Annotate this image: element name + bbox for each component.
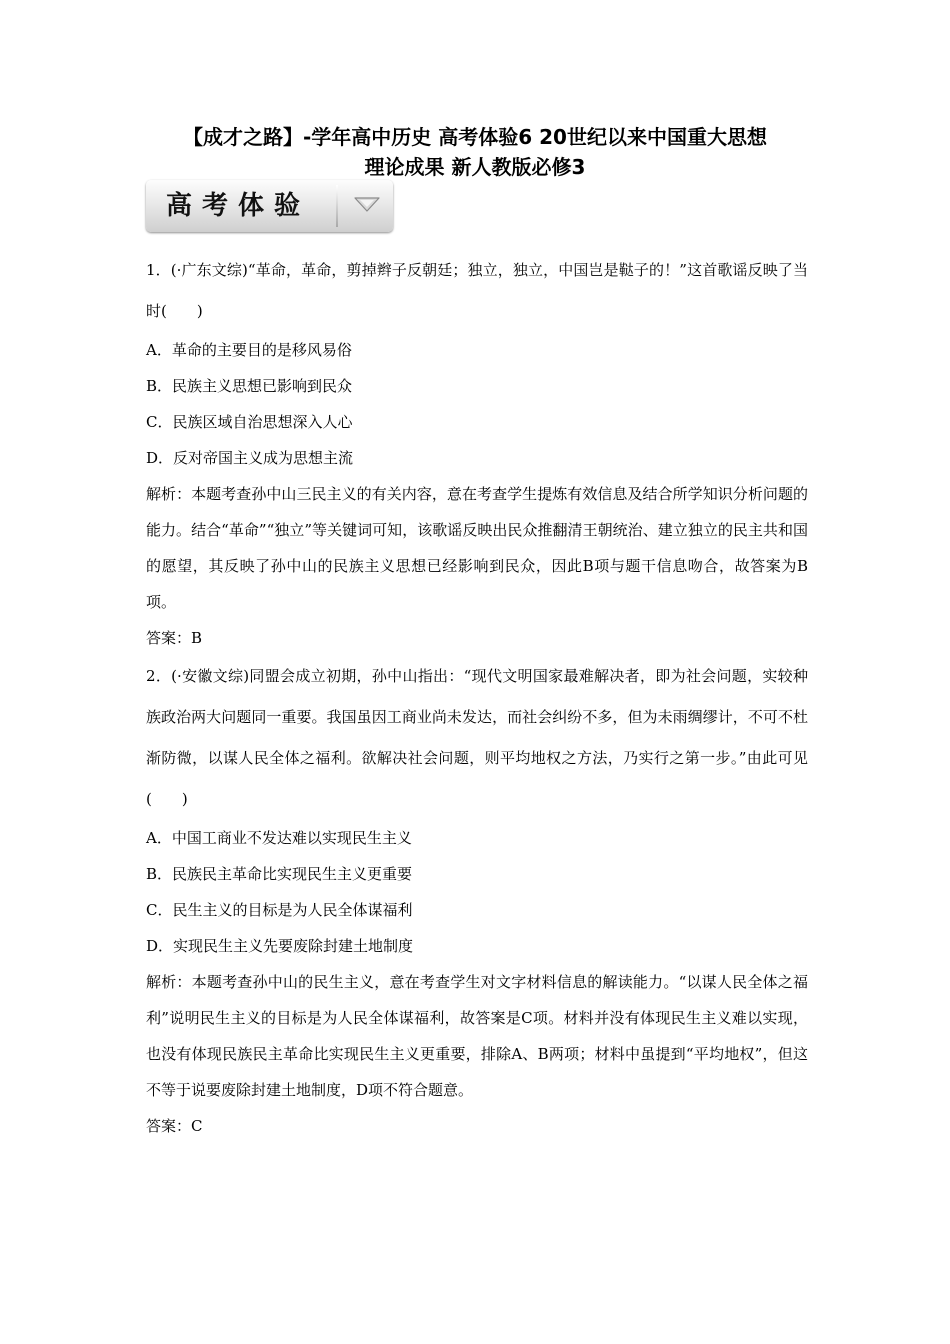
analysis-text: 解析：本题考查孙中山的民生主义，意在考查学生对文字材料信息的解读能力。“以谋人民全体之福利”说明民生主义的目标是为人民全体谋福利，故答案是C项。材料并没有体现民生主义难以实现，也没有体现民族民主革命比实现民生主义更重要，排除A、B两项；材料中虽提到“平均地权”，但这不等于说要废除封建土地制度，D项不符合题意。	[146, 973, 808, 1099]
page-title	[120, 122, 830, 182]
option-c: C．民族区域自治思想深入人心	[146, 413, 353, 431]
question-stem: 1．(·广东文综)“革命，革命，剪掉辫子反朝廷；独立，独立，中国岂是鞑子的！”这首歌谣反映了当时( )	[146, 261, 808, 320]
question-stem: 2．(·安徽文综)同盟会成立初期，孙中山指出：“现代文明国家最难解决者，即为社会问题，实较种族政治两大问题同一重要。我国虽因工商业尚未发达，而社会纠纷不多，但为未雨绸缪计，不可不杜渐防微，以谋人民全体之福利。欲解决社会问题，则平均地权之方法，乃实行之第一步。”由此可见( )	[146, 667, 808, 808]
question-block-2	[146, 656, 808, 1144]
option-a: A．中国工商业不发达难以实现民生主义	[146, 829, 412, 847]
banner-label: 高考体验	[166, 191, 311, 221]
analysis-text: 解析：本题考查孙中山三民主义的有关内容，意在考查学生提炼有效信息及结合所学知识分析问题的能力。结合“革命”“独立”等关键词可知，该歌谣反映出民众推翻清王朝统治、建立独立的民主共和国的愿望，其反映了孙中山的民族主义思想已经影响到民众，因此B项与题干信息吻合，故答案为B项。	[146, 485, 808, 611]
section-banner	[146, 180, 393, 232]
answer-text: 答案：B	[146, 629, 203, 647]
option-b: B．民族主义思想已影响到民众	[146, 377, 353, 395]
option-c: C．民生主义的目标是为人民全体谋福利	[146, 901, 413, 919]
option-b: B．民族民主革命比实现民生主义更重要	[146, 865, 413, 883]
option-d: D．实现民生主义先要废除封建土地制度	[146, 937, 414, 955]
chevron-down-icon	[352, 194, 382, 216]
title-line-1: 【成才之路】-学年高中历史 高考体验6 20世纪以来中国重大思想	[183, 125, 767, 149]
title-line-2: 理论成果 新人教版必修3	[364, 155, 586, 179]
banner-divider	[336, 185, 338, 227]
answer-text: 答案：C	[146, 1117, 203, 1135]
question-block-1	[146, 250, 808, 656]
option-a: A．革命的主要目的是移风易俗	[146, 341, 352, 359]
option-d: D．反对帝国主义成为思想主流	[146, 449, 354, 467]
question-content	[146, 250, 808, 1144]
